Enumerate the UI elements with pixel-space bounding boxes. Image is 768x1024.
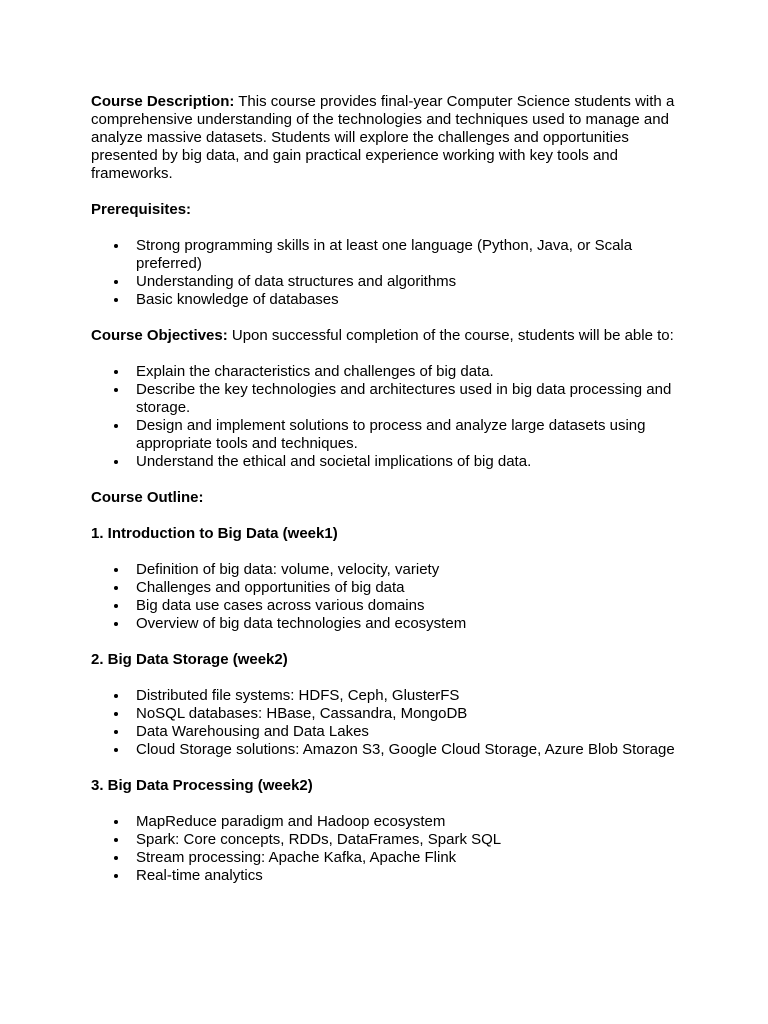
- list-item: Design and implement solutions to process and analyze large datasets using appropriate tools and techniques.: [136, 417, 684, 453]
- list-item: NoSQL databases: HBase, Cassandra, MongoDB: [136, 705, 684, 723]
- list-item: Cloud Storage solutions: Amazon S3, Google Cloud Storage, Azure Blob Storage: [136, 741, 684, 759]
- list-item: Definition of big data: volume, velocity, variety: [136, 561, 684, 579]
- course-description-paragraph: [91, 93, 684, 183]
- section-heading-introduction: 1. Introduction to Big Data (week1): [91, 525, 338, 542]
- course-objectives-text: Upon successful completion of the course, students will be able to:: [227, 327, 674, 344]
- list-item: Explain the characteristics and challenges of big data.: [136, 363, 684, 381]
- objectives-list: [91, 363, 684, 471]
- list-item: Understanding of data structures and algorithms: [136, 273, 684, 291]
- course-outline-heading: Course Outline:: [91, 489, 204, 506]
- section-list-processing: [91, 813, 684, 885]
- list-item: Understand the ethical and societal implications of big data.: [136, 453, 684, 471]
- course-description-text: This course provides final-year Computer Science students with a comprehensive understanding of the technologies and techniques used to manage and analyze massive datasets. Students will explore the challenges and opportunities presented by big data, and gain practical experience working with key tools and frameworks.: [91, 93, 675, 182]
- section-heading-storage: 2. Big Data Storage (week2): [91, 651, 288, 668]
- prerequisites-heading: Prerequisites:: [91, 201, 192, 218]
- course-objectives-label: Course Objectives:: [91, 327, 228, 344]
- list-item: Challenges and opportunities of big data: [136, 579, 684, 597]
- list-item: Real-time analytics: [136, 867, 684, 885]
- list-item: Describe the key technologies and architectures used in big data processing and storage.: [136, 381, 684, 417]
- list-item: Big data use cases across various domains: [136, 597, 684, 615]
- section-list-storage: [91, 687, 684, 759]
- list-item: Overview of big data technologies and ecosystem: [136, 615, 684, 633]
- list-item: Stream processing: Apache Kafka, Apache Flink: [136, 849, 684, 867]
- course-description-label: Course Description:: [91, 93, 235, 110]
- section-list-introduction: [91, 561, 684, 633]
- list-item: Data Warehousing and Data Lakes: [136, 723, 684, 741]
- list-item: Spark: Core concepts, RDDs, DataFrames, Spark SQL: [136, 831, 684, 849]
- section-heading-processing: 3. Big Data Processing (week2): [91, 777, 313, 794]
- list-item: Strong programming skills in at least one language (Python, Java, or Scala preferred): [136, 237, 684, 273]
- prerequisites-list: [91, 237, 684, 309]
- course-objectives-paragraph: [91, 327, 684, 345]
- list-item: MapReduce paradigm and Hadoop ecosystem: [136, 813, 684, 831]
- list-item: Distributed file systems: HDFS, Ceph, GlusterFS: [136, 687, 684, 705]
- list-item: Basic knowledge of databases: [136, 291, 684, 309]
